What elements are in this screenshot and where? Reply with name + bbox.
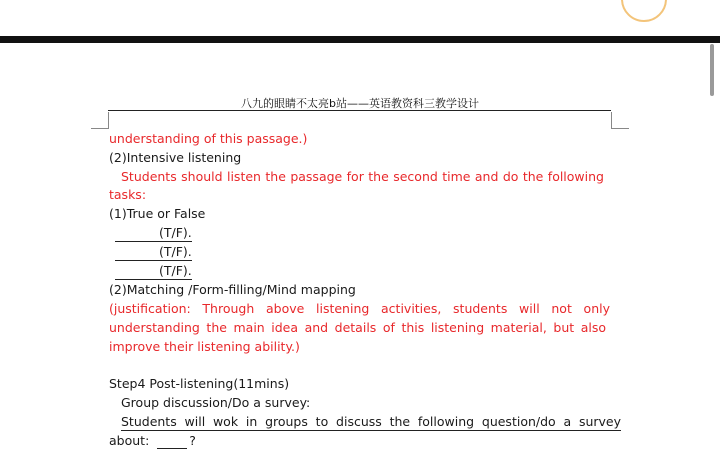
text-line xyxy=(109,433,196,449)
crop-mark-left xyxy=(108,112,109,129)
section-heading: (2)Intensive listening xyxy=(109,150,242,165)
justification-text: improve their listening ability.) xyxy=(109,339,300,354)
justification-text: understanding the main idea and details of this listening material, but also xyxy=(109,320,606,335)
subsection-heading: (2)Matching /Form-filling/Mind mapping xyxy=(109,282,356,297)
text-line: understanding of this passage.) xyxy=(109,131,308,146)
text-line: tasks: xyxy=(109,187,147,202)
crop-mark-left-h xyxy=(91,128,108,129)
tf-label: (T/F). xyxy=(159,225,192,240)
scrollbar-thumb[interactable] xyxy=(710,44,714,96)
app-toolbar xyxy=(0,0,720,36)
about-label: about: xyxy=(109,433,150,448)
text-line: Students should listen the passage for the second time and do the following xyxy=(121,169,604,184)
justification-text: (justification: Through above listening activities, students will not only xyxy=(109,301,610,316)
answer-blank xyxy=(115,229,159,242)
tf-label: (T/F). xyxy=(159,244,192,259)
tf-label: (T/F). xyxy=(159,263,192,278)
question-mark: ? xyxy=(189,433,196,448)
answer-blank xyxy=(115,248,159,261)
tf-item-1 xyxy=(115,225,192,242)
step-heading: Step4 Post-listening(11mins) xyxy=(109,376,290,391)
answer-blank xyxy=(115,267,159,280)
tf-item-2 xyxy=(115,244,192,261)
page-top-border xyxy=(0,36,720,43)
header-rule xyxy=(108,110,611,111)
subsection-heading: (1)True or False xyxy=(109,206,206,221)
crop-mark-right xyxy=(611,112,612,129)
text-line: Group discussion/Do a survey: xyxy=(121,395,311,410)
text-line: Students will wok in groups to discuss the following question/do a survey xyxy=(121,414,621,429)
page-header: 八九的眼睛不太亮b站——英语教资科三教学设计 xyxy=(241,97,479,110)
tf-item-3 xyxy=(115,263,192,280)
answer-blank xyxy=(157,436,187,449)
crop-mark-right-h xyxy=(612,128,629,129)
